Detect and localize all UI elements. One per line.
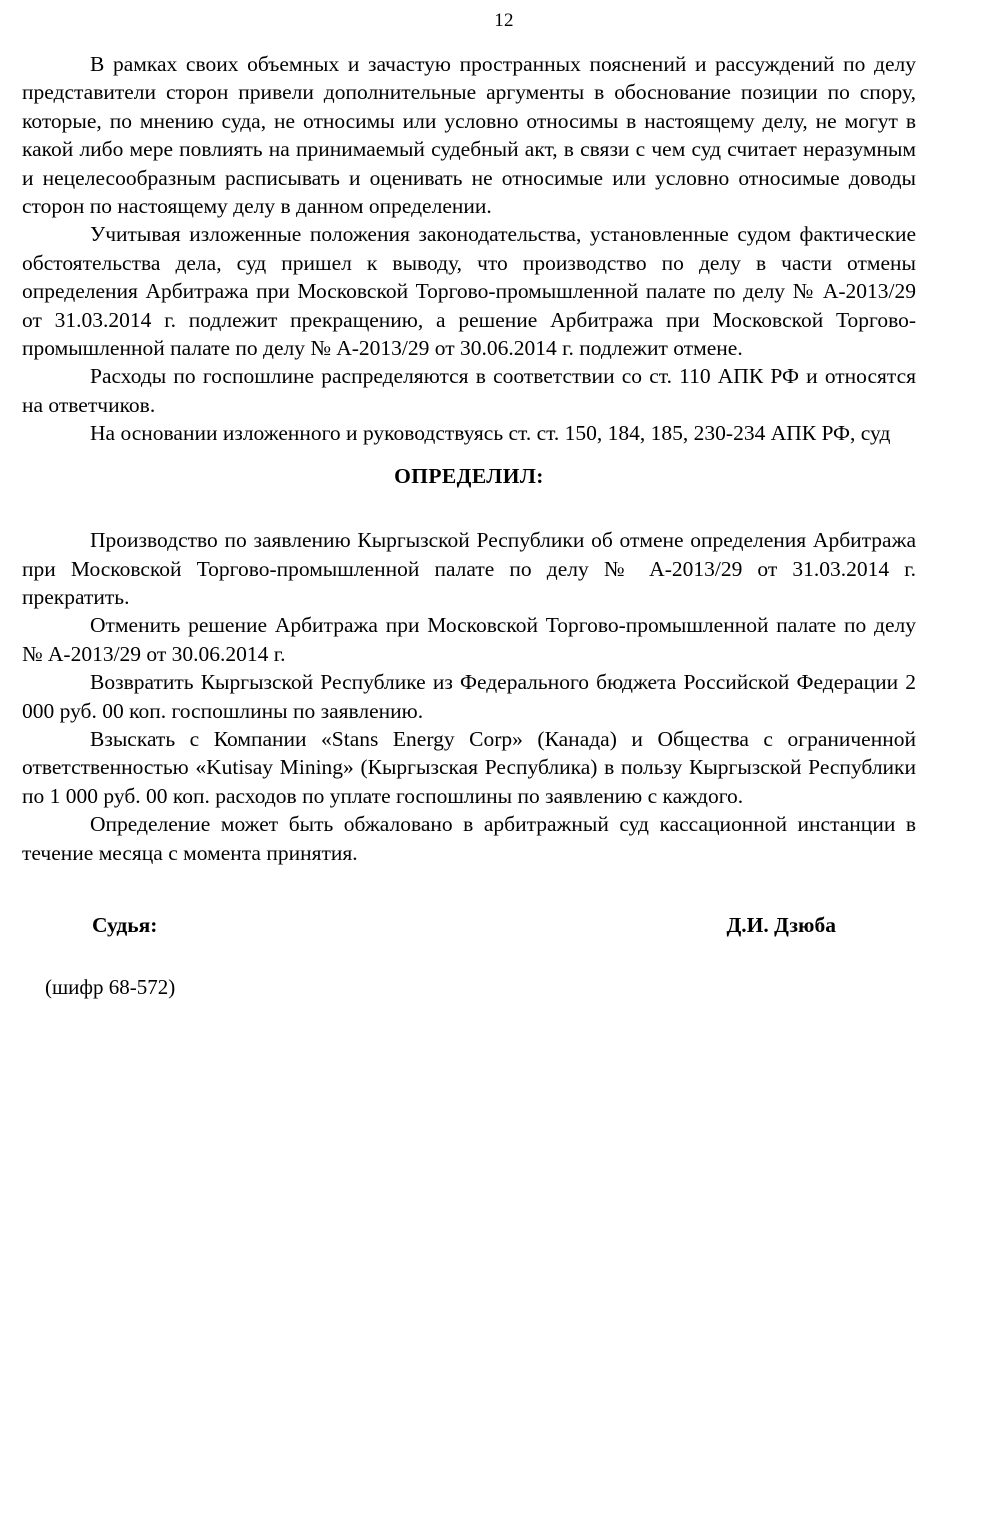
ruling-item-annul-award: Отменить решение Арбитража при Московской Торгово-промышленной палате по делу № А-2013/29 от 30.06.2014 г.	[22, 613, 916, 666]
signature-judge-name: Д.И. Дзюба	[726, 912, 836, 937]
ruling-item-terminate-proceedings: Производство по заявлению Кыргызской Республики об отмене определения Арбитража при Московской Торгово-промышленной палате по делу № А-2013/29 от 31.03.2014 г. прекратить.	[22, 528, 916, 609]
signature-role-label: Судья:	[92, 912, 158, 937]
document-body	[22, 50, 916, 1001]
ruling-item-appeal-notice: Определение может быть обжаловано в арбитражный суд кассационной инстанции в течение месяца с момента принятия.	[22, 812, 916, 865]
ruling-item-refund-duty: Возвратить Кыргызской Республике из Федерального бюджета Российской Федерации 2 000 руб. 00 коп. госпошлины по заявлению.	[22, 670, 916, 723]
page-number: 12	[494, 10, 514, 31]
signature-block	[22, 911, 916, 941]
paragraph-legal-basis: На основании изложенного и руководствуясь ст. ст. 150, 184, 185, 230-234 АПК РФ, суд	[90, 421, 891, 446]
ruling-item-recover-costs: Взыскать с Компании «Stans Energy Corp» (Канада) и Общества с ограниченной ответственностью «Kutisay Mining» (Кыргызская Республика) в пользу Кыргызской Республики по 1 000 руб. 00 коп. расходов по уплате госпошлины по заявлению с каждого.	[22, 726, 916, 808]
paragraph-arguments: В рамках своих объемных и зачастую пространных пояснений и рассуждений по делу представители сторон привели дополнительные аргументы в обоснование позиции по спору, которые, по мнению суда, не относимы или условно относимы в настоящему делу, не могут в какой либо мере повлиять на принимаемый судебный акт, в связи с чем суд считает неразумным и нецелесообразным расписывать и оценивать не относимые или условно относимые доводы сторон по настоящему делу в данном определении.	[22, 52, 916, 219]
heading-spacer	[22, 504, 916, 526]
paragraph-conclusion: Учитывая изложенные положения законодательства, установленные судом фактические обстоятельства дела, суд пришел к выводу, что производство по делу в части отмены определения Арбитража при Московской Торгово-промышленной палате по делу № А-2013/29 от 31.03.2014 г. подлежит прекращению, а решение Арбитража при Московской Торгово-промышленной палате по делу № А-2013/29 от 30.06.2014 г. подлежит отмене.	[22, 222, 916, 361]
paragraph-state-duty-allocation: Расходы по госпошлине распределяются в соответствии со ст. 110 АПК РФ и относятся на ответчиков.	[22, 364, 916, 417]
document-cipher-code: (шифр 68-572)	[45, 974, 176, 999]
ruling-heading: ОПРЕДЕЛИЛ:	[394, 463, 544, 488]
